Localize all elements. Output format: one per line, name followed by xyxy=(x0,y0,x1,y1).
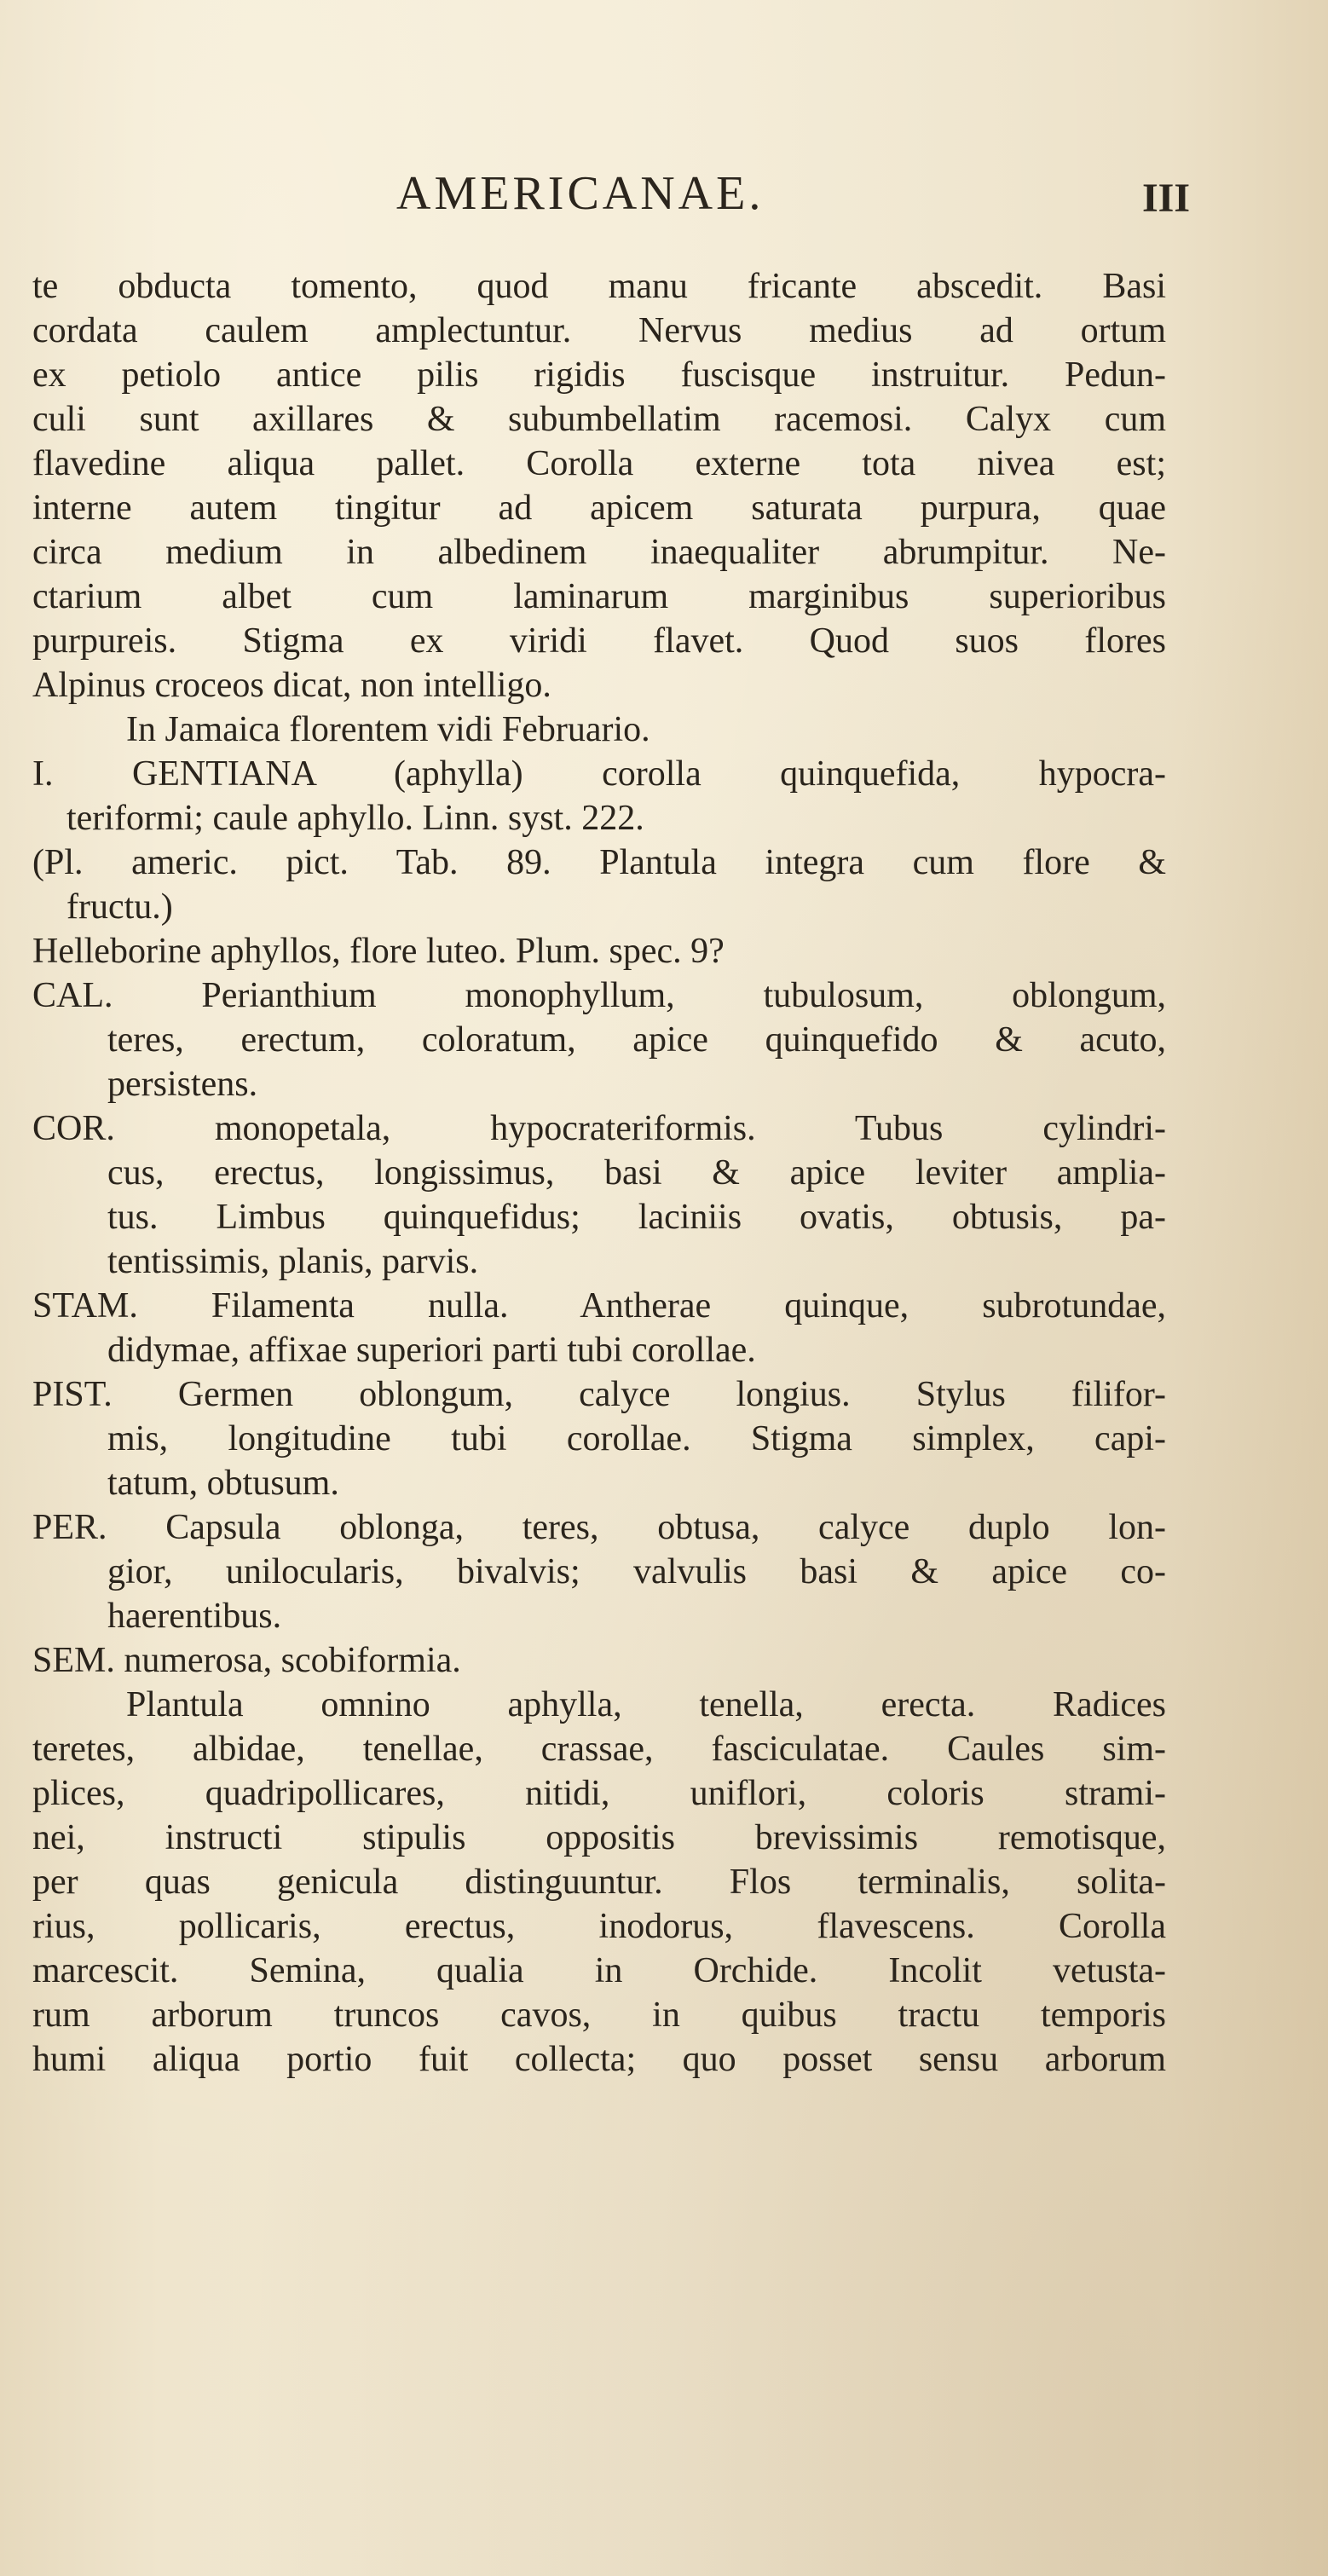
corolla-description: cus, erectus, longissimus, basi & apice leviter amplia- xyxy=(107,1153,1166,1193)
pericarp-description: haerentibus. xyxy=(107,1597,282,1636)
text-line: ctarium albet cum laminarum marginibus superioribus xyxy=(32,577,1166,616)
habitat-line: In Jamaica florentem vidi Februario. xyxy=(126,710,650,749)
plantula-paragraph: marcescit. Semina, qualia in Orchide. Incolit vetusta- xyxy=(32,1951,1166,1990)
plantula-paragraph: teretes, albidae, tenellae, crassae, fasciculatae. Caules sim- xyxy=(32,1730,1166,1769)
figure-reference: fructu.) xyxy=(66,887,173,927)
pericarp-description: PER. Capsula oblonga, teres, obtusa, calyce duplo lon- xyxy=(32,1508,1166,1547)
corolla-description: tus. Limbus quinquefidus; laciniis ovatis, obtusis, pa- xyxy=(107,1198,1166,1237)
calyx-description: persistens. xyxy=(107,1065,258,1104)
plantula-paragraph: nei, instructi stipulis oppositis brevissimis remotisque, xyxy=(32,1818,1166,1857)
text-line: te obducta tomento, quod manu fricante abscedit. Basi xyxy=(32,267,1166,306)
plantula-paragraph: rius, pollicaris, erectus, inodorus, flavescens. Corolla xyxy=(32,1907,1166,1946)
text-line: circa medium in albedinem inaequaliter abrumpitur. Ne- xyxy=(32,533,1166,572)
plantula-paragraph: plices, quadripollicares, nitidi, uniflori, coloris strami- xyxy=(32,1774,1166,1813)
text-line: culi sunt axillares & subumbellatim racemosi. Calyx cum xyxy=(32,400,1166,439)
pistil-description: tatum, obtusum. xyxy=(107,1464,339,1503)
stamen-description: didymae, affixae superiori parti tubi corollae. xyxy=(107,1331,756,1370)
stamen-description: STAM. Filamenta nulla. Antherae quinque, subrotundae, xyxy=(32,1286,1166,1326)
plantula-paragraph: rum arborum truncos cavos, in quibus tractu temporis xyxy=(32,1996,1166,2035)
pericarp-description: gior, unilocularis, bivalvis; valvulis basi & apice co- xyxy=(107,1552,1166,1591)
species-heading: I. GENTIANA (aphylla) corolla quinquefida, hypocra- xyxy=(32,754,1166,794)
text-line: cordata caulem amplectuntur. Nervus medius ad ortum xyxy=(32,311,1166,350)
plantula-paragraph: Plantula omnino aphylla, tenella, erecta. Radices xyxy=(126,1685,1166,1724)
calyx-description: teres, erectum, coloratum, apice quinquefido & acuto, xyxy=(107,1020,1166,1060)
figure-reference: (Pl. americ. pict. Tab. 89. Plantula integra cum flore & xyxy=(32,843,1166,882)
page-header xyxy=(0,166,1328,234)
corolla-description: COR. monopetala, hypocrateriformis. Tubus cylindri- xyxy=(32,1109,1166,1148)
synonym-line: Helleborine aphyllos, flore luteo. Plum. spec. 9? xyxy=(32,932,725,971)
species-heading: teriformi; caule aphyllo. Linn. syst. 222. xyxy=(66,799,644,838)
plantula-paragraph: humi aliqua portio fuit collecta; quo posset sensu arborum xyxy=(32,2040,1166,2079)
calyx-description: CAL. Perianthium monophyllum, tubulosum, oblongum, xyxy=(32,976,1166,1015)
plantula-paragraph: per quas genicula distinguuntur. Flos terminalis, solita- xyxy=(32,1863,1166,1902)
text-line: purpureis. Stigma ex viridi flavet. Quod suos flores xyxy=(32,621,1166,661)
seed-description: SEM. numerosa, scobiformia. xyxy=(32,1641,461,1680)
text-line: flavedine aliqua pallet. Corolla externe tota nivea est; xyxy=(32,444,1166,483)
text-line: Alpinus croceos dicat, non intelligo. xyxy=(32,666,551,705)
page-number: III xyxy=(1142,176,1191,221)
text-line: ex petiolo antice pilis rigidis fuscisque instruitur. Pedun- xyxy=(32,355,1166,395)
pistil-description: PIST. Germen oblongum, calyce longius. Stylus filifor- xyxy=(32,1375,1166,1414)
corolla-description: tentissimis, planis, parvis. xyxy=(107,1242,479,1281)
text-line: interne autem tingitur ad apicem saturata purpura, quae xyxy=(32,488,1166,528)
pistil-description: mis, longitudine tubi corollae. Stigma simplex, capi- xyxy=(107,1419,1166,1458)
running-head: AMERICANAE. xyxy=(396,167,765,220)
body-text xyxy=(32,264,1166,2082)
